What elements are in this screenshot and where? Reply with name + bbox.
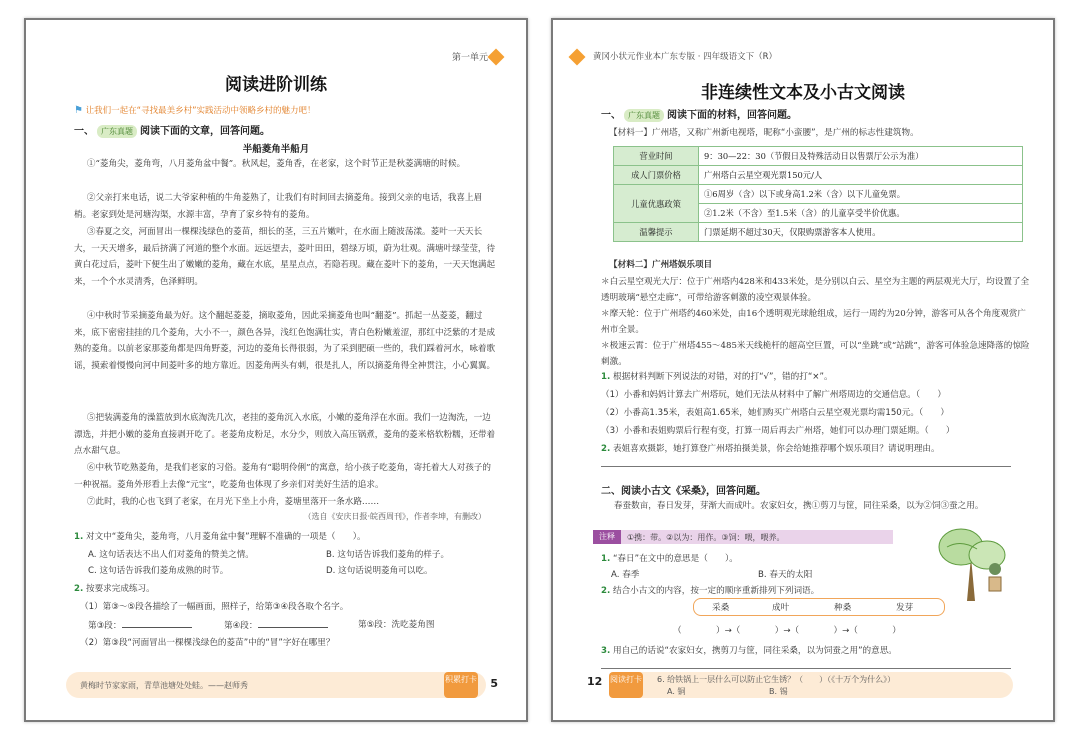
- fill-blank-4[interactable]: [224, 618, 328, 631]
- question-number: 3.: [601, 646, 611, 656]
- article-title: 半船菱角半船月: [242, 144, 310, 155]
- option-c[interactable]: C. 这句话告诉我们菱角成熟的时节。: [88, 566, 229, 576]
- question-2-part-2: （2）第③段“河面冒出一棵棵浅绿色的菱苗”中的“冒”字好在哪里？: [80, 638, 335, 648]
- left-page: [24, 18, 528, 722]
- footer-bar: [66, 672, 486, 698]
- page-number: 12: [587, 675, 603, 688]
- table-row: [614, 185, 1023, 204]
- section-tag: 广东真题: [624, 109, 664, 122]
- note-text: ①携：带。②以为：用作。③饲：喂，喂养。: [627, 533, 785, 542]
- section-text: 阅读小古文《采桑》，回答问题。: [621, 486, 766, 497]
- paragraph-2: ②父亲打来电话，说二大爷家种植的牛角菱熟了，让我们有时间回去摘菱角。接到父亲的电话，我喜上眉梢。老家到处是河塘沟渠，水源丰富，孕育了家乡特有的菱角。: [74, 193, 483, 220]
- banner-label: 让我们一起在“寻找最美乡村”实践活动中领略乡村的魅力吧！: [85, 106, 316, 116]
- banner-text: [74, 104, 315, 116]
- option-a[interactable]: A. 这句话表达不出人们对菱角的赞美之情。: [88, 550, 254, 560]
- word-item: 采桑: [712, 603, 730, 613]
- answer-line[interactable]: [601, 466, 1011, 467]
- info-table: [613, 146, 1023, 242]
- table-value: 门票延期不超过30天，仅限购票游客本人使用。: [699, 223, 1023, 242]
- table-key: 儿童优惠政策: [614, 185, 699, 223]
- fill-blank-3[interactable]: [88, 618, 192, 631]
- note-bar: [593, 530, 893, 544]
- fill-blank-5: 第⑤段：洗吃菱角图: [358, 620, 435, 630]
- paragraph-1: ①“菱角尖，菱角弯，八月菱角盆中餐”。秋风起，菱角香，在老家，这个时节正是秋菱满塘的时候。: [86, 159, 466, 169]
- footer-bar: [609, 672, 1013, 698]
- word-item: 成叶: [772, 603, 790, 613]
- paragraph-5: ⑤把装满菱角的澡篮放到水底淘洗几次，老挂的菱角沉入水底，小嫩的菱角浮在水面。我们一边淘洗，一边漂选，并把小嫩的菱角直接剥开吃了。老菱角皮粉足，水分少，则放入高压锅煮，菱角的菱米格软粉糯，还带着点水甜气息。: [74, 413, 496, 456]
- question-number: 1.: [601, 372, 611, 382]
- question-5: [601, 644, 897, 656]
- table-row: [614, 166, 1023, 185]
- section-text: 阅读下面的文章，回答问题。: [140, 126, 270, 137]
- word-box: [693, 598, 945, 616]
- footer-badge: 阅读打卡: [609, 672, 643, 698]
- table-value: 9：30—22：30（节假日及特殊活动日以售票厅公示为准）: [699, 147, 1023, 166]
- book-header: 黄冈小状元作业本广东专版 · 四年级语文下（R）: [593, 52, 778, 62]
- table-value: ②1.2米（不含）至1.5米（含）的儿童享受半价优惠。: [699, 204, 1023, 223]
- table-key: 温馨提示: [614, 223, 699, 242]
- section-tag: 广东真题: [97, 125, 137, 138]
- question-2: [601, 442, 940, 454]
- diamond-icon: [488, 49, 505, 66]
- ancient-text: 春蚕数亩，春日发芽，芽渐大而成叶。农家妇女，携①剪刀与筐，同往采桑，以为②饲③蚕之用。: [613, 501, 984, 511]
- option-b[interactable]: B. 这句话告诉我们菱角的样子。: [326, 550, 450, 560]
- page-title: 非连续性文本及小古文阅读: [701, 83, 905, 103]
- question-number: 1.: [74, 532, 84, 542]
- paragraph-7: ⑦此时，我的心也飞到了老家，在月光下坐上小舟，菱塘里落开一条水路……: [86, 497, 380, 507]
- table-key: 营业时间: [614, 147, 699, 166]
- material-two-title: 【材料二】广州塔娱乐项目: [609, 260, 713, 270]
- section-number: 二、: [601, 486, 621, 497]
- fill-label: 第③段：: [88, 621, 122, 631]
- article-source: （选自《安庆日报·皖西周刊》，作者李坤，有删改）: [303, 512, 486, 521]
- judge-item-2[interactable]: （2）小番高1.35米，表姐高1.65米，她们购买广州塔白云星空观光票均需150元。（ ）: [601, 408, 950, 418]
- question-text: “春日”在文中的意思是（ ）。: [612, 554, 738, 564]
- question-text: 用自己的话说“农家妇女，携剪刀与筐，同往采桑，以为饲蚕之用”的意思。: [612, 646, 897, 656]
- question-number: 2.: [601, 444, 611, 454]
- footer-option-a: A. 铜: [667, 687, 686, 696]
- plant-illustration: [937, 517, 1009, 607]
- material-two-item-1: ＊白云星空观光大厅：位于广州塔内428米和433米处，是分别以白云、星空为主题的两层观光大厅，均设置了全透明玻璃“悬空走廊”，可带给游客刺激的凌空观景体验。: [601, 277, 1030, 303]
- question-number: 1.: [601, 554, 611, 564]
- option-a[interactable]: A. 春季: [611, 570, 640, 580]
- unit-label: 第一单元: [451, 53, 488, 63]
- section-number: 一、: [74, 126, 94, 137]
- table-value: ①6周岁（含）以下或身高1.2米（含）以下儿童免票。: [699, 185, 1023, 204]
- question-3: [601, 552, 738, 564]
- question-2-part-1: （1）第③～⑤段各描绘了一幅画面，照样子，给第③④段各取个名字。: [80, 602, 349, 612]
- word-item: 种桑: [834, 603, 852, 613]
- page-title: 阅读进阶训练: [225, 75, 327, 95]
- paragraph-4: ④中秋时节采摘菱角最为好。这个翻起菱菱，摘取菱角，因此采摘菱角也叫“翻菱”。抓起一丛菱菱，翻过来，底下密密挂挂的几个菱角，大小不一，颜色各异，浅红色饱满壮实，青白色粉嫩羞涩，那红中泛紫的才是成熟的菱角。以前老家那菱角都是四角野菱，河边的菱角长得很弱，为了采到肥硕一些的，我们踩着河水，咏着歌谣，摸索着慢慢向河中间菱叶多的地方靠近。因菱角两头有刺，很是扎人，所以摘菱角得全神贯注，小心翼翼。: [74, 311, 496, 371]
- judge-item-1[interactable]: （1）小番和妈妈计算去广州塔玩，她们无法从材料中了解广州塔周边的交通信息。（ ）: [601, 390, 946, 400]
- question-1: [74, 530, 366, 542]
- material-two-item-3: ＊极速云霄：位于广州塔455～485米天线桅杆的超高空巨置，可以“坐跳”或“站跳”，游客可体验急速降落的惊险刺激。: [601, 341, 1030, 367]
- option-b[interactable]: B. 春天的太阳: [758, 570, 813, 580]
- section-one-heading: [601, 106, 797, 122]
- page-number: 5: [490, 677, 498, 690]
- answer-blank[interactable]: [258, 618, 328, 628]
- note-label: 注释: [593, 530, 621, 544]
- paragraph-3: ③春夏之交，河面冒出一棵棵浅绿色的菱苗，细长的茎，三五片嫩叶，在水面上随波荡漾。菱叶一天天长大，一天天增多，最后挤满了河道的整个水面。远远望去，菱叶田田，碧绿万顷，蔚为壮观。满塘叶绿莹莹，待黄白花过后，菱叶下便生出了嫩嫩的菱角，藏在水底，星星点点，若隐若现。藏在菱叶下的菱角，一天天饱满起来，一个个水灵清秀，色泽鲜明。: [74, 227, 496, 287]
- word-item: 发芽: [896, 603, 914, 613]
- question-4: [601, 584, 819, 596]
- paragraph-6: ⑥中秋节吃熟菱角，是我们老家的习俗。菱角有“聪明伶俐”的寓意，给小孩子吃菱角，寄托着大人对孩子的一种祝福。菱角外形看上去像“元宝”，吃菱角也体现了乡亲们对美好生活的追求。: [74, 463, 491, 490]
- footer-badge: 积累打卡: [444, 672, 478, 698]
- material-one: 【材料一】广州塔，又称广州新电视塔，昵称“小蛮腰”，是广州的标志性建筑物。: [609, 128, 919, 138]
- question-text: 根据材料判断下列说法的对错，对的打“√”，错的打“×”。: [612, 372, 833, 382]
- question-text: 按要求完成练习。: [85, 584, 155, 594]
- option-d[interactable]: D. 这句话说明菱角可以吃。: [326, 566, 433, 576]
- question-1: [601, 370, 833, 382]
- answer-blank[interactable]: [122, 618, 192, 628]
- table-value: 广州塔白云星空观光票150元/人: [699, 166, 1023, 185]
- material-two-item-2: ＊摩天轮：位于广州塔约460米处，由16个透明观光球舱组成，运行一周约为20分钟，游客可从各个角度观赏广州市全景。: [601, 309, 1026, 335]
- table-key: 成人门票价格: [614, 166, 699, 185]
- footer-quote: 黄梅时节家家雨，青草池塘处处蛙。——赵师秀: [80, 681, 248, 690]
- right-page: [551, 18, 1055, 722]
- megaphone-icon: ⚑: [74, 105, 83, 116]
- section-one-heading: [74, 122, 270, 138]
- section-number: 一、: [601, 110, 621, 121]
- section-two-heading: [601, 482, 766, 497]
- question-text: 结合小古文的内容，按一定的顺序重新排列下列词语。: [612, 586, 820, 596]
- question-2: [74, 582, 155, 594]
- question-number: 2.: [601, 586, 611, 596]
- question-text: 对文中“菱角尖，菱角弯，八月菱角盆中餐”理解不准确的一项是（ ）。: [85, 532, 366, 542]
- table-row: [614, 147, 1023, 166]
- fill-label: 第④段：: [224, 621, 258, 631]
- answer-line[interactable]: [601, 668, 1011, 669]
- diamond-icon: [569, 49, 586, 66]
- question-number: 2.: [74, 584, 84, 594]
- question-text: 表姐喜欢摄影，她打算登广州塔拍摄美景，你会给她推荐哪个娱乐项目？请说明理由。: [612, 444, 940, 454]
- section-text: 阅读下面的材料，回答问题。: [667, 110, 797, 121]
- footer-option-b: B. 锡: [769, 687, 788, 696]
- judge-item-3[interactable]: （3）小番和表姐购票后行程有变，打算一周后再去广州塔，她们可以办理门票延期。（ ）: [601, 426, 955, 436]
- table-row: [614, 223, 1023, 242]
- footer-question: 6. 给铁锅上一层什么可以防止它生锈？（ ）（《十万个为什么》）: [657, 675, 896, 684]
- order-blanks[interactable]: （ ）→（ ）→（ ）→（ ）: [673, 626, 901, 636]
